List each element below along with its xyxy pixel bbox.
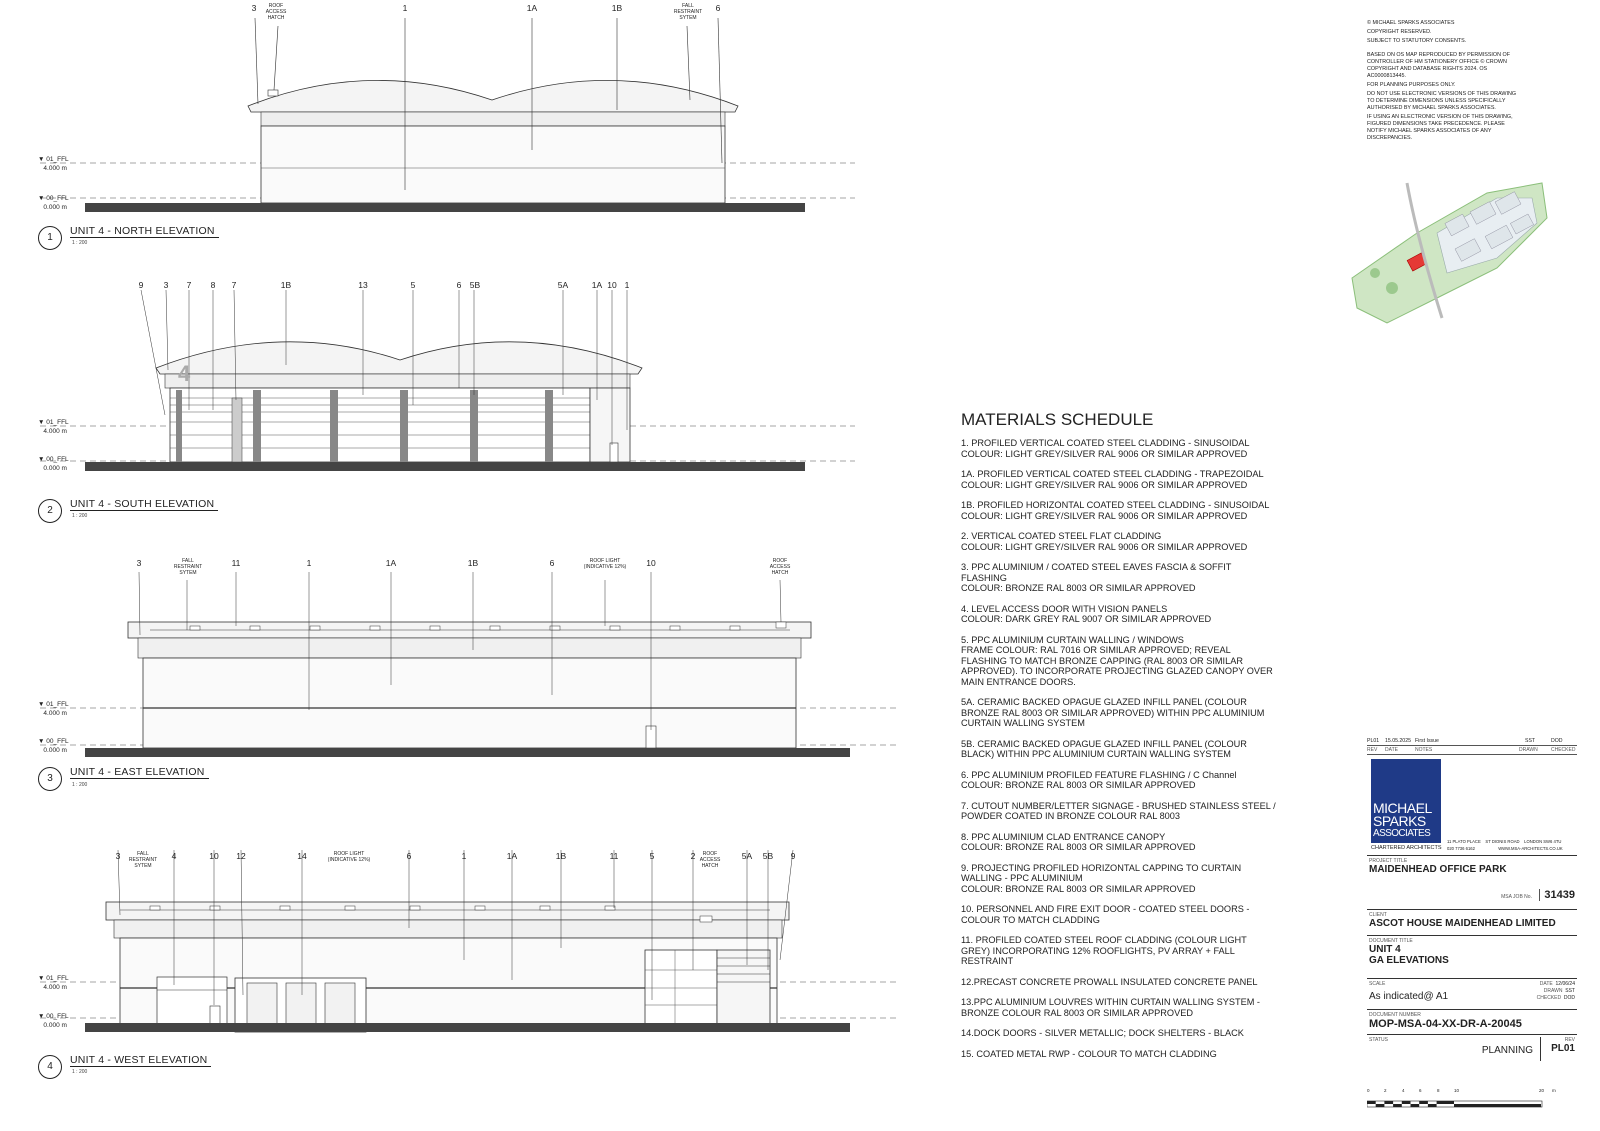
material-item: 10. PERSONNEL AND FIRE EXIT DOOR - COATED STEEL DOORS - COLOUR TO MATCH CLADDING [961, 904, 1250, 925]
scale-bar-labels: 0 2 4 6 8 10 20 m [1367, 1088, 1556, 1093]
north-tag-1b: 1B [611, 3, 623, 13]
west-tag-5b: 5B [762, 851, 774, 861]
note-line: © MICHAEL SPARKS ASSOCIATES [1367, 20, 1455, 26]
south-tag-9: 9 [138, 280, 144, 290]
document-title-line-2: GA ELEVATIONS [1369, 955, 1449, 966]
south-tag-6: 6 [456, 280, 462, 290]
material-item: 1A. PROFILED VERTICAL COATED STEEL CLADDING - TRAPEZOIDAL COLOUR: LIGHT GREY/SILVER RAL 9006 OR SIMILAR APPROVED [961, 469, 1264, 490]
west-tag-2: 2 [690, 851, 696, 861]
document-title-line-1: UNIT 4 [1369, 944, 1401, 955]
west-tag-4: 4 [171, 851, 177, 861]
material-item: 5. PPC ALUMINIUM CURTAIN WALLING / WINDOWS FRAME COLOUR: RAL 7016 OR SIMILAR APPROVED; REVEAL FLASHING TO MATCH BRONZE CAPPING (RAL 8003 OR SIMILAR APPROVED). TO INCORPORATE PROJECTING GLAZED CANOPY OVER MAIN ENTRANCE DOORS. [961, 634, 1273, 687]
south-tag-7b: 7 [231, 280, 237, 290]
copyright-notes [1367, 20, 1527, 142]
material-item: 1. PROFILED VERTICAL COATED STEEL CLADDING - SINUSOIDAL COLOUR: LIGHT GREY/SILVER RAL 9006 OR SIMILAR APPROVED [961, 438, 1250, 459]
south-level-01: ▼ 01_FFL 4.000 m [38, 419, 69, 435]
north-level-00: ▼ 00_FFL 0.000 m [38, 195, 69, 211]
north-elevation-drawing [0, 0, 900, 260]
south-tag-5b: 5B [469, 280, 481, 290]
west-tag-1: 1 [461, 851, 467, 861]
east-tag-6: 6 [549, 558, 555, 568]
document-number-section: DOCUMENT NUMBER MOP-MSA-04-XX-DR-A-20045 [1367, 1009, 1577, 1034]
east-tag-roof-light: ROOF LIGHT (INDICATIVE 12%) [583, 558, 627, 570]
material-item: 9. PROJECTING PROFILED HORIZONTAL CAPPING TO CURTAIN WALLING - PPC ALUMINIUM COLOUR: BRONZE RAL 8003 OR SIMILAR APPROVED [961, 862, 1242, 894]
note-line: COPYRIGHT RESERVED. [1367, 29, 1432, 35]
material-item: 11. PROFILED COATED STEEL ROOF CLADDING (COLOUR LIGHT GREY) INCORPORATING 12% ROOFLIGHTS, PV ARRAY + FALL RESTRAINT [961, 935, 1247, 966]
south-elevation-drawing [0, 260, 900, 520]
west-tag-5: 5 [649, 851, 655, 861]
west-tag-6: 6 [406, 851, 412, 861]
material-item: 4. LEVEL ACCESS DOOR WITH VISION PANELS COLOUR: DARK GREY RAL 9007 OR SIMILAR APPROVED [961, 603, 1212, 624]
client-name: ASCOT HOUSE MAIDENHEAD LIMITED [1369, 918, 1556, 929]
material-item: 12.PRECAST CONCRETE PROWALL INSULATED CONCRETE PANEL [961, 976, 1258, 987]
note-line: FOR PLANNING PURPOSES ONLY. [1367, 82, 1456, 88]
west-tag-1b: 1B [555, 851, 567, 861]
scale-bar-graphic [1367, 1100, 1562, 1108]
logo-area [1367, 755, 1577, 855]
client-section: CLIENT ASCOT HOUSE MAIDENHEAD LIMITED [1367, 909, 1577, 935]
west-tag-14: 14 [297, 851, 307, 861]
west-tag-9: 9 [790, 851, 796, 861]
material-item: 5B. CERAMIC BACKED OPAGUE GLAZED INFILL PANEL (COLOUR BLACK) WITHIN PPC ALUMINIUM CURTAIN WALLING SYSTEM [961, 738, 1247, 759]
west-level-01: ▼ 01_FFL 4.000 m [38, 975, 69, 991]
south-level-00: ▼ 00_FFL 0.000 m [38, 456, 69, 472]
east-tag-1a: 1A [385, 558, 397, 568]
east-elevation-drawing [0, 540, 910, 790]
unit-signage-number: 4 [178, 361, 191, 386]
north-scale: 1 : 200 [72, 240, 88, 246]
west-tag-3: 3 [115, 851, 121, 861]
north-tag-6: 6 [715, 3, 721, 13]
material-item: 8. PPC ALUMINIUM CLAD ENTRANCE CANOPY COLOUR: BRONZE RAL 8003 OR SIMILAR APPROVED [961, 831, 1196, 852]
east-elevation-title: UNIT 4 - EAST ELEVATION [70, 766, 209, 779]
north-tag-roof-hatch: ROOF ACCESS HATCH [265, 3, 287, 21]
material-item: 13.PPC ALUMINIUM LOUVRES WITHIN CURTAIN WALLING SYSTEM - BRONZE COLOUR RAL 8003 OR SIMILAR APPROVED [961, 997, 1260, 1018]
material-item: 7. CUTOUT NUMBER/LETTER SIGNAGE - BRUSHED STAINLESS STEEL / POWDER COATED IN BRONZE COLOUR RAL 8003 [961, 800, 1276, 821]
west-tag-5a: 5A [741, 851, 753, 861]
scale-section: SCALE As indicated@ A1 DATE 12/06/24 DRAWN SST CHECKED DOD [1367, 978, 1577, 1009]
revision-box: REV PL01 [1540, 1037, 1575, 1061]
west-tag-fall-restraint: FALL RESTRAINT SYTEM [128, 851, 158, 869]
elevation-number-1: 1 [38, 226, 62, 250]
msa-logo: MICHAEL SPARKS ASSOCIATES [1371, 759, 1441, 843]
note-line: IF USING AN ELECTRONIC VERSION OF THIS DRAWING, FIGURED DIMENSIONS TAKE PRECEDENCE. PLEASE NOTIFY MICHAEL SPARKS ASSOCIATES OF ANY DISCREPANCIES. [1367, 114, 1513, 141]
north-tag-1a: 1A [526, 3, 538, 13]
east-tag-1: 1 [306, 558, 312, 568]
west-level-00: ▼ 00_FFL 0.000 m [38, 1013, 69, 1029]
status-section: STATUS PLANNING REV PL01 [1367, 1034, 1577, 1065]
revision-row: PL01 15.05.2025 First Issue SST DOD [1367, 738, 1577, 746]
west-scale: 1 : 200 [72, 1069, 88, 1075]
elevation-number-4: 4 [38, 1055, 62, 1079]
south-tag-5: 5 [410, 280, 416, 290]
document-title-section: DOCUMENT TITLE UNIT 4 GA ELEVATIONS [1367, 935, 1577, 978]
east-tag-fall-restraint: FALL RESTRAINT SYTEM [173, 558, 203, 576]
east-tag-roof-hatch: ROOF ACCESS HATCH [769, 558, 791, 576]
south-tag-5a: 5A [557, 280, 569, 290]
east-scale: 1 : 200 [72, 782, 88, 788]
job-number: 31439 [1539, 889, 1575, 901]
note-line: SUBJECT TO STATUTORY CONSENTS. [1367, 38, 1467, 44]
west-tag-11: 11 [609, 851, 619, 861]
scale-bar [1367, 1088, 1577, 1108]
west-tag-1a: 1A [506, 851, 518, 861]
north-tag-fall-restraint: FALL RESTRAINT SYTEM [673, 3, 703, 21]
material-item: 5A. CERAMIC BACKED OPAGUE GLAZED INFILL PANEL (COLOUR BRONZE RAL 8003 OR SIMILAR APPROVED) WITHIN PPC ALUMINIUM CURTAIN WALLING SYSTEM [961, 697, 1265, 728]
title-block [1367, 738, 1577, 1065]
north-tag-1: 1 [402, 3, 408, 13]
material-item: 14.DOCK DOORS - SILVER METALLIC; DOCK SHELTERS - BLACK [961, 1028, 1244, 1038]
west-tag-roof-light: ROOF LIGHT (INDICATIVE 12%) [327, 851, 371, 863]
materials-schedule [961, 410, 1291, 1069]
firm-contact: 020 7736 6162 WWW.MSA-ARCHITECTS.CO.UK [1447, 846, 1563, 851]
chartered-architects: CHARTERED ARCHITECTS [1371, 845, 1442, 851]
material-item: 6. PPC ALUMINIUM PROFILED FEATURE FLASHING / C Channel COLOUR: BRONZE RAL 8003 OR SIMILAR APPROVED [961, 769, 1237, 790]
material-item: 2. VERTICAL COATED STEEL FLAT CLADDING COLOUR: LIGHT GREY/SILVER RAL 9006 OR SIMILAR APPROVED [961, 531, 1248, 552]
south-tag-1a: 1A [591, 280, 603, 290]
south-tag-3: 3 [163, 280, 169, 290]
east-level-01: ▼ 01_FFL 4.000 m [38, 701, 69, 717]
note-line: BASED ON OS MAP REPRODUCED BY PERMISSION OF CONTROLLER OF HM STATIONERY OFFICE © CROWN COPYRIGHT AND DATABASE RIGHTS 2024. OS AC0000813445. [1367, 52, 1510, 79]
date-drawn-checked: DATE 12/06/24 DRAWN SST CHECKED DOD [1536, 981, 1575, 1001]
north-tag-3: 3 [251, 3, 257, 13]
north-level-01: ▼ 01_FFL 4.000 m [38, 156, 69, 172]
east-tag-3: 3 [136, 558, 142, 568]
document-number: MOP-MSA-04-XX-DR-A-20045 [1369, 1018, 1522, 1030]
elevation-number-3: 3 [38, 767, 62, 791]
north-elevation-title: UNIT 4 - NORTH ELEVATION [70, 225, 219, 238]
current-revision: PL01 [1551, 1043, 1575, 1054]
material-item: 15. COATED METAL RWP - COLOUR TO MATCH CLADDING [961, 1048, 1217, 1059]
note-line: DO NOT USE ELECTRONIC VERSIONS OF THIS DRAWING TO DETERMINE DIMENSIONS UNLESS SPECIFICALLY AUTHORISED BY MICHAEL SPARKS ASSOCIATES. [1367, 91, 1517, 111]
west-elevation-title: UNIT 4 - WEST ELEVATION [70, 1054, 211, 1067]
materials-schedule-title: MATERIALS SCHEDULE [961, 410, 1154, 429]
material-item: 3. PPC ALUMINIUM / COATED STEEL EAVES FASCIA & SOFFIT FLASHING COLOUR: BRONZE RAL 8003 OR SIMILAR APPROVED [961, 562, 1232, 593]
site-key-plan [1347, 178, 1562, 330]
south-tag-10: 10 [607, 280, 617, 290]
west-tag-10: 10 [209, 851, 219, 861]
east-tag-1b: 1B [467, 558, 479, 568]
drawing-status: PLANNING [1481, 1045, 1533, 1056]
south-scale: 1 : 200 [72, 513, 88, 519]
south-tag-1: 1 [624, 280, 630, 290]
south-tag-7: 7 [186, 280, 192, 290]
south-elevation-title: UNIT 4 - SOUTH ELEVATION [70, 498, 218, 511]
west-tag-12: 12 [236, 851, 246, 861]
east-level-00: ▼ 00_FFL 0.000 m [38, 738, 69, 754]
material-item: 1B. PROFILED HORIZONTAL COATED STEEL CLADDING - SINUSOIDAL COLOUR: LIGHT GREY/SILVER RAL 9006 OR SIMILAR APPROVED [961, 500, 1270, 521]
south-tag-8: 8 [210, 280, 216, 290]
west-tag-roof-hatch: ROOF ACCESS HATCH [699, 851, 721, 869]
south-tag-13: 13 [358, 280, 368, 290]
firm-address: 11 PLATO PLACE ST DIONIS ROAD LONDON SW6 4TU [1447, 839, 1562, 844]
revision-headers: REV DATE NOTES DRAWN CHECKED [1367, 747, 1576, 753]
east-tag-11: 11 [231, 558, 241, 568]
elevation-number-2: 2 [38, 499, 62, 523]
south-tag-1b: 1B [280, 280, 292, 290]
drawing-scale: As indicated@ A1 [1369, 991, 1449, 1002]
project-title: MAIDENHEAD OFFICE PARK [1369, 864, 1507, 875]
east-tag-10: 10 [646, 558, 656, 568]
project-section: PROJECT TITLE MAIDENHEAD OFFICE PARK MSA JOB No. 31439 [1367, 855, 1577, 909]
